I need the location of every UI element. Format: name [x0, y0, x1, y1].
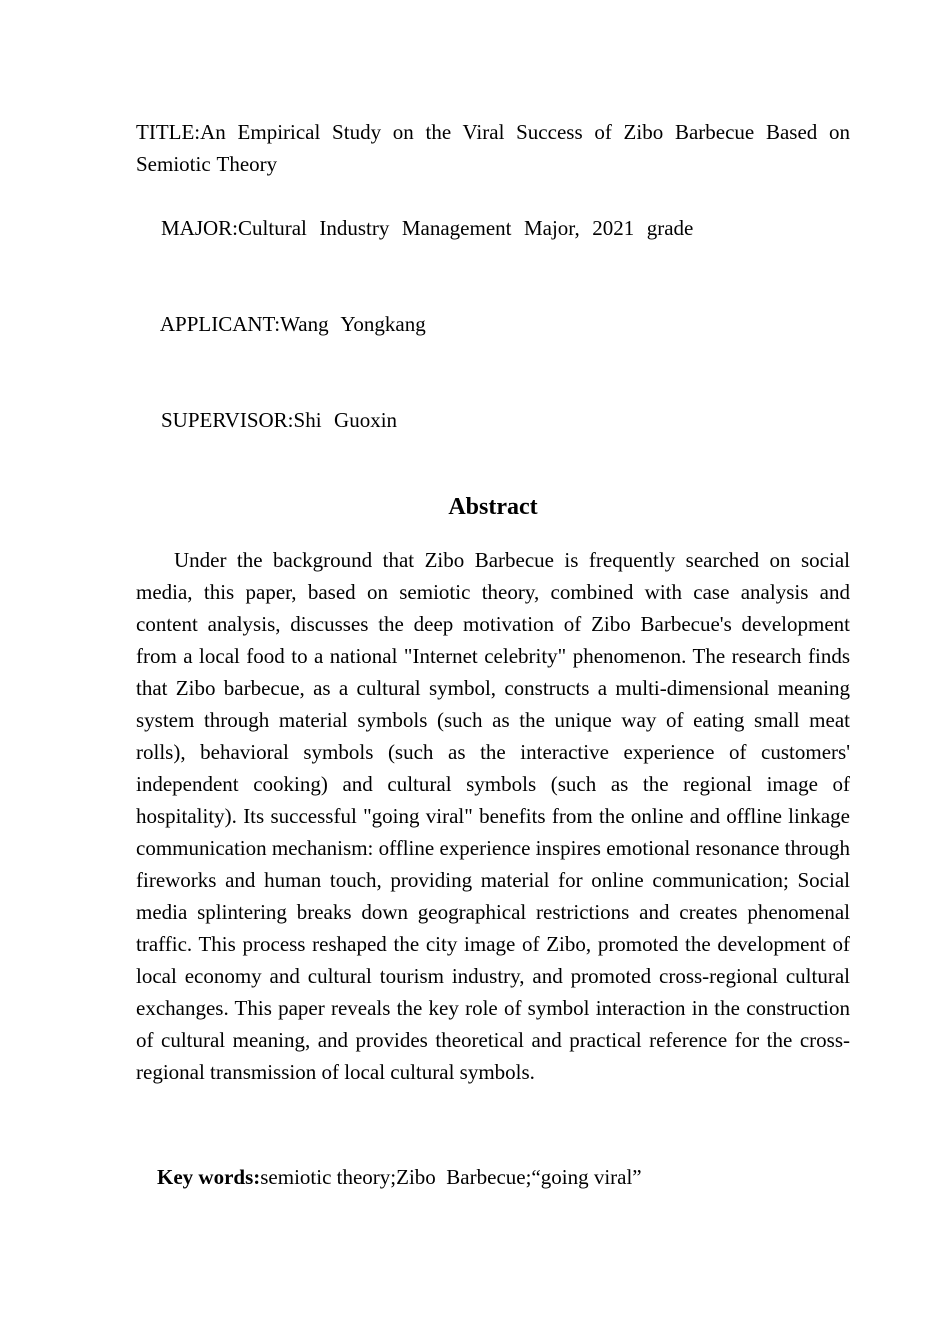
abstract-heading: Abstract: [448, 494, 538, 520]
title-value: An Empirical Study on the Viral Success of Zibo Barbecue Based on Semiotic Theory: [136, 120, 850, 176]
supervisor-value: Shi Guoxin: [293, 408, 398, 432]
major-line: [136, 180, 850, 276]
title-line: [136, 116, 850, 180]
keywords-label: Key words:: [157, 1165, 261, 1189]
applicant-label: APPLICANT:: [159, 312, 281, 336]
keywords-line: [136, 1129, 850, 1225]
title-label: TITLE:: [136, 120, 201, 144]
supervisor-line: [136, 372, 850, 468]
keywords-value: semiotic theory;Zibo Barbecue;“going viral”: [260, 1165, 642, 1189]
major-label: MAJOR:: [161, 216, 239, 240]
applicant-line: [136, 276, 850, 372]
abstract-body: Under the background that Zibo Barbecue is frequently searched on social media, this paper, based on semiotic theory, combined with case analysis and content analysis, discusses the deep motivation of Zibo Barbecue's development from a local food to a national "Internet celebrity" phenomenon. The research finds that Zibo barbecue, as a cultural symbol, constructs a multi-dimensional meaning system through material symbols (such as the unique way of eating small meat rolls), behavioral symbols (such as the interactive experience of customers' independent cooking) and cultural symbols (such as the regional image of hospitality). Its successful "going viral" benefits from the online and offline linkage communication mechanism: offline experience inspires emotional resonance through fireworks and human touch, providing material for online communication; Social media splintering breaks down geographical restrictions and creates phenomenal traffic. This process reshaped the city image of Zibo, promoted the development of local economy and cultural tourism industry, and promoted cross-regional cultural exchanges. This paper reveals the key role of symbol interaction in the construction of cultural meaning, and provides theoretical and practical reference for the cross-regional transmission of local cultural symbols.: [136, 548, 850, 1084]
applicant-value: Wang Yongkang: [280, 312, 426, 336]
document-page: [136, 116, 850, 1225]
major-value: Cultural Industry Management Major, 2021 grade: [238, 216, 694, 240]
supervisor-label: SUPERVISOR:: [161, 408, 294, 432]
